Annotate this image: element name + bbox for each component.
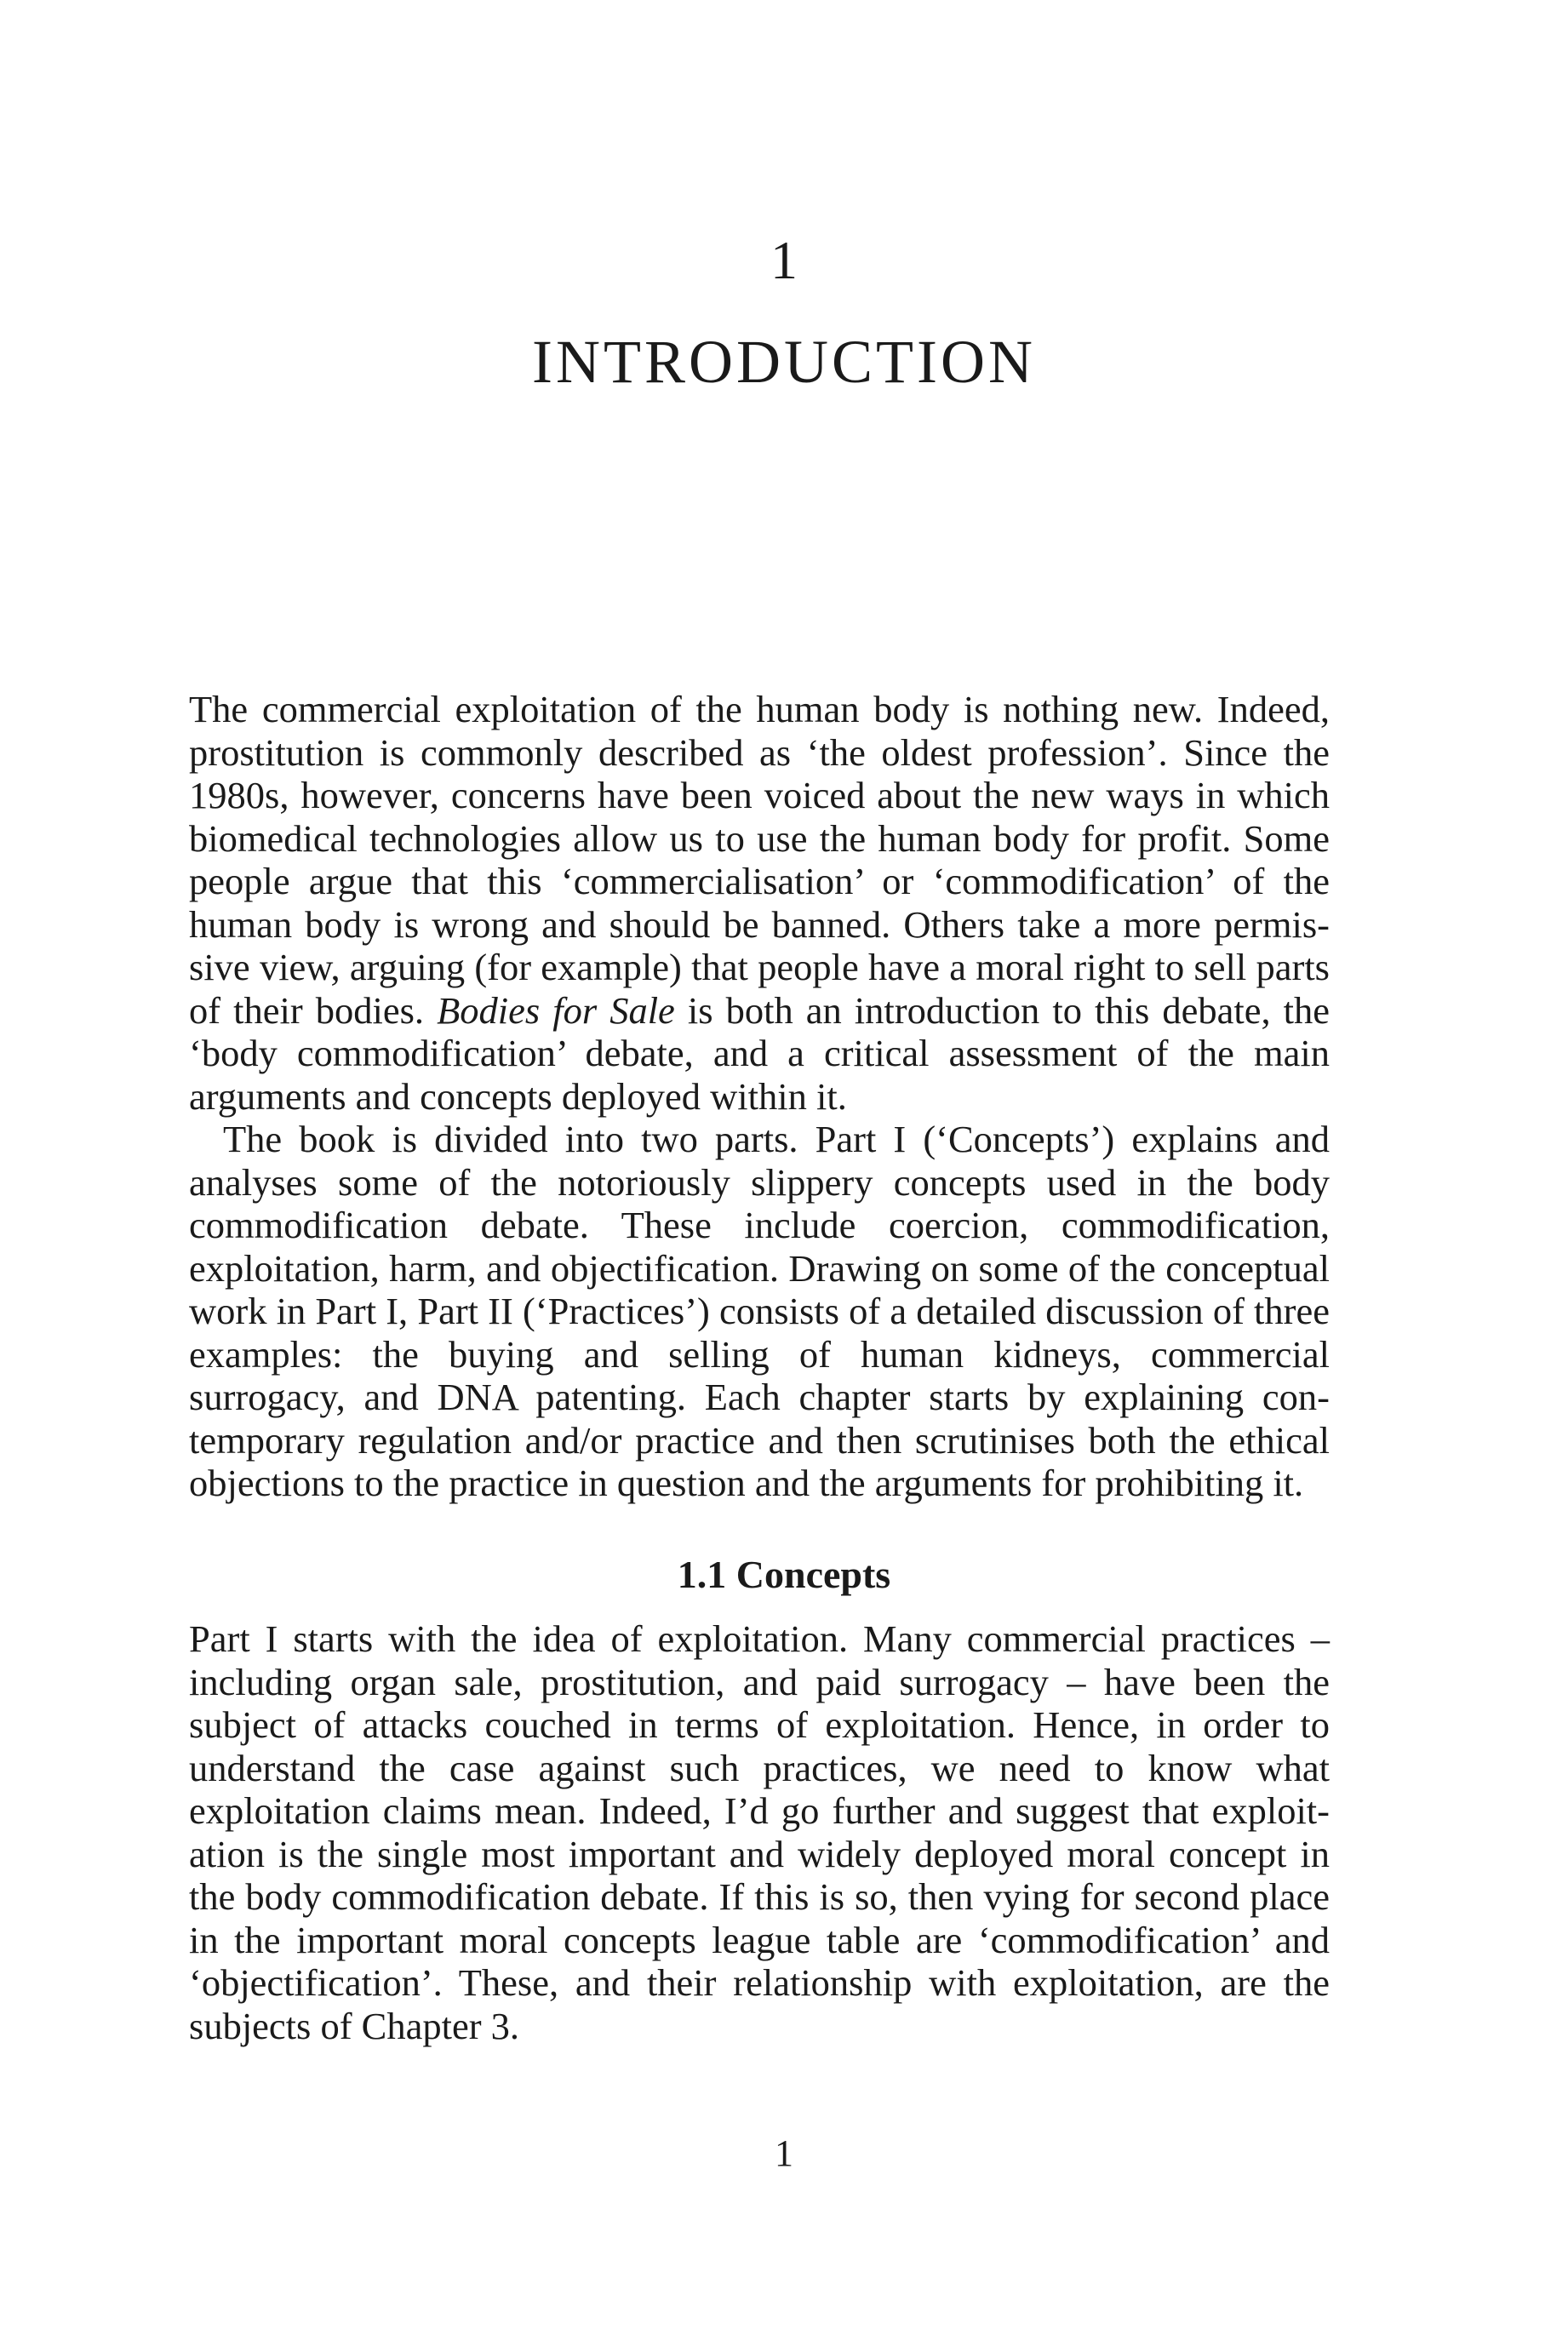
intro-paragraph-2: The book is divided into two parts. Part I (‘Concepts’) explains and analyses some of the notoriously slippery concepts used in the body commodification debate. These include coercion, commodification, exploitation, harm, and objectification. Drawing on some of the conceptual work in Part I, Part II (‘Practices’) consists of a detailed discussion of three examples: the buying and selling of human kidneys, commercial surrogacy, and DNA patenting. Each chapter starts by explaining contemporary regulation and/or practice and then scrutinises both the ethical objections to the practice in question and the arguments for prohibiting it.	[189, 1118, 1330, 1504]
section-paragraph-1: Part I starts with the idea of exploitation. Many commercial practices – including organ sale, prostitution, and paid surrogacy – have been the subject of attacks couched in terms of exploitation. Hence, in order to understand the case against such practices, we need to know what exploitation claims mean. Indeed, I’d go further and suggest that exploitation is the single most important and widely deployed moral concept in the body commodification debate. If this is so, then vying for second place in the important moral concepts league table are ‘commodification’ and ‘objectification’. These, and their relationship with exploitation, are the subjects of Chapter 3.	[189, 1617, 1330, 2047]
page-number: 1	[775, 2132, 793, 2174]
section-body	[189, 1617, 1330, 2047]
book-title-italic: Bodies for Sale	[437, 988, 675, 1032]
intro-paragraph-1-text-b: is both an introduction to this debate, the ‘body commodification’ debate, and a critical assessment of the main arguments and concepts deployed within it.	[189, 988, 1330, 1118]
chapter-number: 1	[770, 230, 798, 290]
intro-paragraph-1-text-a: The commercial exploitation of the human body is nothing new. Indeed, prostitution is commonly described as ‘the oldest profession’. Since the 1980s, however, concerns have been voiced about the new ways in which biomedical technologies allow us to use the human body for profit. Some people argue that this ‘commercialisation’ or ‘commodification’ of the human body is wrong and should be banned. Others take a more permissive view, arguing (for example) that people have a moral right to sell parts of their bodies.	[189, 688, 1330, 1032]
introduction-body	[189, 688, 1330, 1505]
chapter-title: INTRODUCTION	[532, 328, 1036, 396]
section-heading: 1.1 Concepts	[677, 1553, 891, 1596]
intro-paragraph-1	[189, 688, 1330, 1118]
